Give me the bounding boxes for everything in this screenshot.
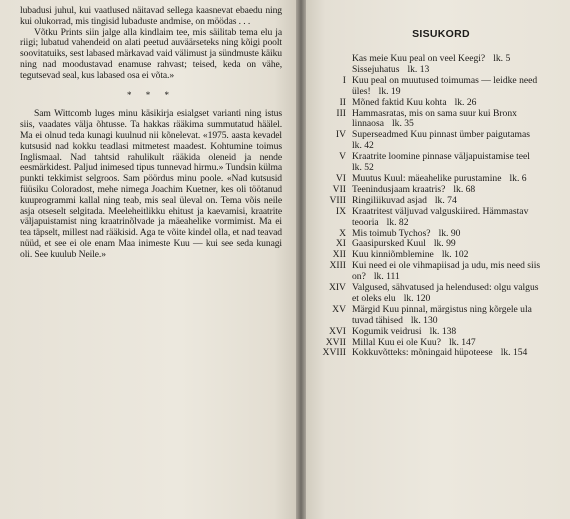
section-separator: * * * xyxy=(127,89,175,100)
toc-entry-title xyxy=(352,229,570,240)
toc-entry-title-line xyxy=(352,163,570,174)
toc-entry-title xyxy=(352,338,570,349)
toc-entry-number: XVII xyxy=(325,336,346,348)
toc-entry-title xyxy=(352,152,570,174)
toc-entry-title-line xyxy=(352,119,570,130)
toc-entry-title-line: Kraatrite loomine pinnase väljapuistamise teel xyxy=(352,152,530,163)
toc-entry-page: lk. 42 xyxy=(352,140,374,152)
toc-entry-number: XIV xyxy=(328,282,346,294)
toc-entry xyxy=(322,207,570,229)
toc-entry xyxy=(322,109,570,131)
toc-entry-title xyxy=(352,196,570,207)
toc-entry-title xyxy=(352,65,570,76)
toc-entry-title xyxy=(352,283,570,305)
toc-entry-title xyxy=(352,261,570,283)
toc-entry-number: VI xyxy=(335,172,346,184)
toc-entry xyxy=(322,174,570,185)
toc-entry-number: X xyxy=(339,227,346,239)
paragraph: Sam Wittcomb luges minu käsikirja esialgset varianti ning istus siis, vaadates välja õhtusse. Ta hakkas rääkima summutatud häälel. Ma ei olnud teda kunagi kuulnud nii kõnelevat. «1975. aasta kevadel kutsusid nad kokku teadlasi mitmetest maadest. Kohtumine toimus Inglismaal. Nad tahtsid rahulikult rääkida oleneid ja nende eesmärkidest. Paljud inimesed tipus tunnevad hirmu.» Tundsin külma punkti tekkimist selgroos. Sam pöördus minu poole. «Nad kutsusid füüsiku Coloradost, mehe nimega Joachim Kuetner, kes oli töötanud kuuprogrammi kallal ning teab, mis seal üleval on. Tema võis neile asja otseselt selgitada. Meeleheitlikku ehitust ja kaevamisi, kraatrite väljapuistamist ning kraatrinõlvade ja mäeahelike vormimist. Ma ei tea täpselt, millest nad rääkisid. Aga te võite kindel olla, et nad teavad nüüd, et see ei ole enam Maa inimeste Kuu — kui see seda kunagi oli. See kuulub Neile.» xyxy=(20,108,282,260)
toc-entry-number: XI xyxy=(335,238,346,250)
toc-entry-number: IX xyxy=(335,205,346,217)
toc-entry-page: lk. 154 xyxy=(500,348,528,359)
toc-entry-title xyxy=(352,174,570,185)
book-gutter xyxy=(296,0,306,519)
toc-entry-title-line: Kas meie Kuu peal on veel Keegi? xyxy=(352,54,486,64)
toc-entry-number: V xyxy=(339,151,346,163)
toc-entry-title-line-text: üles! xyxy=(352,85,371,97)
toc-entry xyxy=(322,196,570,207)
toc-entry xyxy=(322,338,570,349)
toc-entry xyxy=(322,76,570,98)
toc-entry xyxy=(322,283,570,305)
toc-entry-title-line: Mõned faktid Kuu kohta xyxy=(352,97,447,108)
toc-entry-number: VII xyxy=(332,183,346,195)
toc-entry-number: III xyxy=(336,107,346,119)
toc-entry-title-line: Kraatritest väljuvad valguskiired. Hämmastav xyxy=(352,206,529,217)
toc-entry-page: lk. 90 xyxy=(438,228,461,239)
toc-entry xyxy=(322,261,570,283)
toc-entry-page: lk. 138 xyxy=(429,326,457,337)
toc-entry-number: XII xyxy=(332,249,346,261)
toc-entry-title xyxy=(352,109,570,131)
toc-entry-page: lk. 120 xyxy=(403,292,431,304)
toc-entry xyxy=(322,327,570,338)
toc-entry-page: lk. 52 xyxy=(352,162,374,174)
paragraph: Võtku Prints siin jalge alla kindlaim tee, mis säilitab tema elu ja riigi; lubatud vahendeid on alati peetud auväärseteks ning kõigi poolt soovitatuiks, sest labased märkavad vaid välimust ja sündmuste käiku ning nad moodustavad enamuse rahvast; teised, keda on vähe, tegutsevad seal, kus labased osa ei võta.» xyxy=(20,26,282,81)
toc-entry xyxy=(322,239,570,250)
toc-entry-title-line xyxy=(352,141,570,152)
toc-entry-number: VIII xyxy=(329,194,346,206)
toc-entry-title xyxy=(352,54,570,65)
toc-entry xyxy=(322,98,570,109)
toc-entry-title-line xyxy=(352,294,570,305)
toc-entry-page: lk. 102 xyxy=(441,250,469,261)
toc-entry-title-line-text: tuvad tähised xyxy=(352,314,403,326)
toc-entry xyxy=(322,348,570,359)
toc-entry-title-line: Kui need ei ole vihmapiisad ja udu, mis need siis xyxy=(352,261,541,272)
toc-entry xyxy=(322,65,570,76)
toc-entry-number: XVIII xyxy=(322,347,346,359)
toc-entry-title xyxy=(352,250,570,261)
toc-entry-number: XVI xyxy=(328,325,346,337)
toc-entry-page: lk. 82 xyxy=(386,216,409,228)
toc-entry-title-line: Valgused, sähvatused ja helendused: olgu valgus xyxy=(352,283,539,294)
toc-entry-number: II xyxy=(339,96,346,108)
toc-entry-title-line: Kokkuvõtteks: mõningaid hüpoteese xyxy=(352,348,493,359)
toc-entry-title xyxy=(352,305,570,327)
toc-entry-title xyxy=(352,327,570,338)
toc-entry-title-line: Märgid Kuu pinnal, märgistus ning kõrgele ula xyxy=(352,304,532,315)
toc-entry-title xyxy=(352,348,570,359)
toc-entry xyxy=(322,130,570,152)
toc-entry-title-line: Kogumik veidrusi xyxy=(352,326,422,337)
toc-entry-title-line-text: on? xyxy=(352,271,366,283)
toc-entry-title xyxy=(352,130,570,152)
toc-entry-title-line-text: teooria xyxy=(352,216,379,228)
toc-entry-page: lk. 147 xyxy=(449,337,476,348)
toc-entry-title xyxy=(352,239,570,250)
toc-entry-page: lk. 5 xyxy=(493,54,511,64)
toc-entry-title-line xyxy=(352,272,570,283)
toc-entry-title-line: Teenindusjaam kraatris? xyxy=(352,184,446,195)
toc-entry-page: lk. 6 xyxy=(509,173,527,184)
toc-entry-title xyxy=(352,98,570,109)
toc-entry-title-line: Kuu kinniõmblemine xyxy=(352,250,434,261)
toc-entry-title-line xyxy=(352,218,570,229)
toc-entry xyxy=(322,250,570,261)
toc-entry-title-line xyxy=(352,316,570,327)
toc-entry-title xyxy=(352,207,570,229)
toc-entry-title-line xyxy=(352,87,570,98)
toc-entry-page: lk. 35 xyxy=(391,118,414,130)
toc-entry-title-line: Muutus Kuul: mäeahelike purustamine xyxy=(352,173,502,184)
toc-entry-page: lk. 99 xyxy=(433,239,456,250)
toc-entry-page: lk. 74 xyxy=(434,195,457,206)
toc-entry-title xyxy=(352,185,570,196)
toc-entry-title-line: Kuu peal on muutused toimumas — leidke need xyxy=(352,75,538,86)
toc-entry-title-line-text: et oleks elu xyxy=(352,292,396,304)
toc-entry xyxy=(322,229,570,240)
toc-entry-page: lk. 13 xyxy=(407,64,430,75)
toc-entry-title-line: Superseadmed Kuu pinnast ümber paigutamas xyxy=(352,130,530,141)
table-of-contents xyxy=(322,54,570,359)
left-page-text xyxy=(20,6,282,261)
toc-entry xyxy=(322,305,570,327)
toc-entry xyxy=(322,152,570,174)
toc-entry-title-line: Hammasratas, mis on sama suur kui Bronx xyxy=(352,108,517,119)
toc-entry-title-line-text: linnaosa xyxy=(352,118,384,130)
toc-entry-title-line: Gaasipursked Kuul xyxy=(352,239,426,250)
toc-entry-title-line: Sissejuhatus xyxy=(352,64,400,75)
toc-entry-number: I xyxy=(342,74,346,86)
paragraph: lubadusi juhul, kui vaatlused näitavad sellega kaasnevat ebaedu ning kui olukorrad, mis tingisid lubaduste andmise, on möödas . . . xyxy=(20,5,282,27)
toc-entry-number: XV xyxy=(332,303,346,315)
toc-entry-page: lk. 68 xyxy=(453,184,476,195)
toc-entry-number: IV xyxy=(335,129,346,141)
toc-entry-title-line: Ringiliikuvad asjad xyxy=(352,195,427,206)
toc-entry-title-line: Mis toimub Tychos? xyxy=(352,228,431,239)
toc-title: SISUKORD xyxy=(412,28,470,40)
toc-entry-number: XIII xyxy=(329,260,346,272)
toc-entry xyxy=(322,54,570,65)
toc-entry-page: lk. 26 xyxy=(454,97,477,108)
toc-entry-title xyxy=(352,76,570,98)
toc-entry-page: lk. 19 xyxy=(378,85,401,97)
toc-entry-page: lk. 111 xyxy=(373,271,400,283)
toc-entry xyxy=(322,185,570,196)
toc-entry-title-line: Millal Kuu ei ole Kuu? xyxy=(352,337,441,348)
toc-entry-page: lk. 130 xyxy=(410,314,438,326)
